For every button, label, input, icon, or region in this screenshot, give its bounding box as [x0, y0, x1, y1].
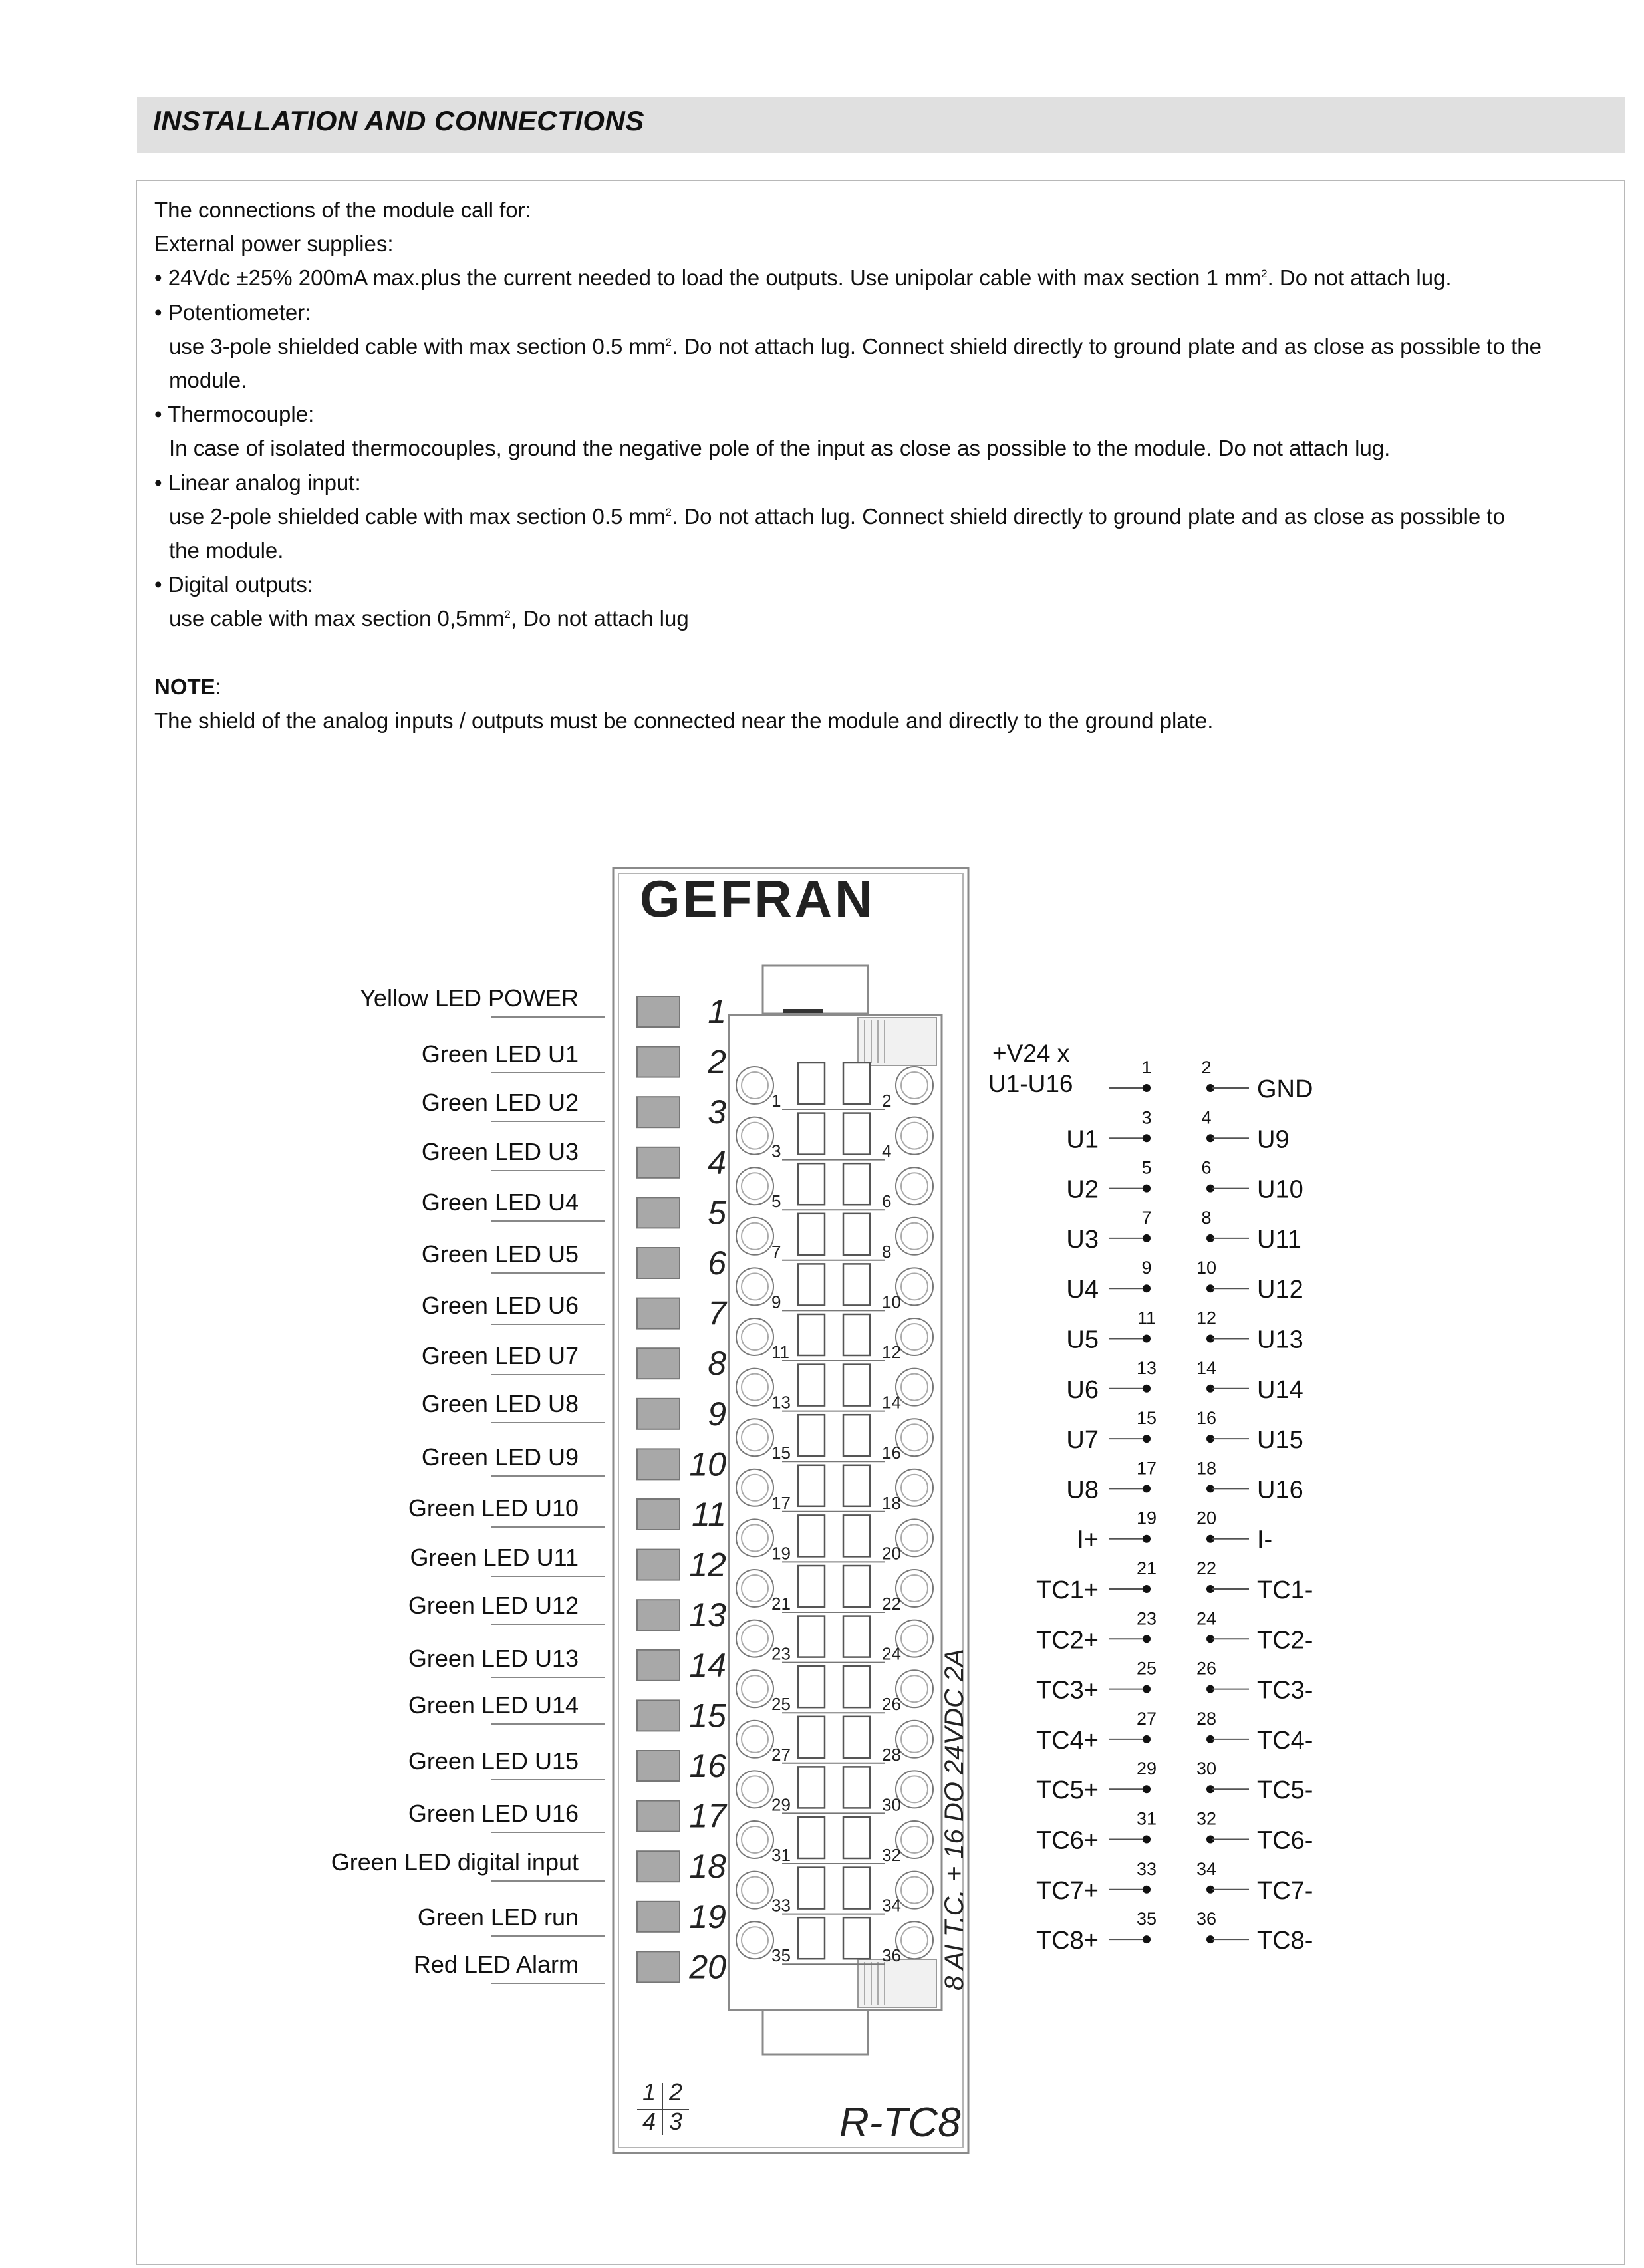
terminal-number: 5 — [771, 1191, 781, 1212]
pin-signal-left: TC3+ — [1036, 1676, 1099, 1705]
terminal-number: 9 — [771, 1292, 781, 1312]
led-label: Green LED U15 — [408, 1747, 579, 1774]
pin-signal-right: TC8- — [1257, 1927, 1313, 1955]
led-indicator — [637, 1348, 680, 1379]
key-grid-cell: 1 — [642, 2078, 656, 2106]
pin-number: 27 — [1136, 1708, 1157, 1729]
power-supply-line: • 24Vdc ±25% 200mA max.plus the current needed to load the outputs. Use unipolar cable with max section 1 $mm^2$. Do not attach lug. — [154, 265, 1452, 291]
pin-signal-right: U11 — [1257, 1225, 1302, 1254]
pin-number: 35 — [1136, 1909, 1157, 1929]
led-indicator — [637, 1801, 680, 1832]
pin-number: 31 — [1136, 1808, 1157, 1829]
pin-dot — [1143, 1485, 1151, 1492]
wire-clamp — [798, 1063, 825, 1104]
led-number: 13 — [689, 1596, 726, 1634]
intro-line: External power supplies: — [154, 231, 394, 257]
led-number: 11 — [692, 1496, 726, 1533]
terminal-number: 33 — [771, 1895, 791, 1915]
pin-signal-left: TC2+ — [1036, 1626, 1099, 1655]
key-grid-cell: 2 — [669, 2078, 683, 2106]
pin-number: 26 — [1196, 1658, 1217, 1679]
terminal-number: 24 — [882, 1643, 901, 1664]
wire-clamp — [843, 1717, 870, 1758]
wire-clamp — [843, 1264, 870, 1305]
pin-number: 28 — [1196, 1708, 1217, 1729]
pin-number: 17 — [1136, 1458, 1157, 1479]
pin-number: 8 — [1201, 1207, 1212, 1228]
pin-number: 24 — [1196, 1608, 1217, 1629]
led-indicator — [637, 1248, 680, 1278]
led-label: Green LED U10 — [408, 1494, 579, 1522]
pin-signal-left: TC4+ — [1036, 1726, 1099, 1755]
wire-clamp — [843, 1566, 870, 1607]
terminal-number: 8 — [882, 1241, 892, 1262]
led-number: 4 — [708, 1143, 726, 1181]
wire-clamp — [798, 1566, 825, 1607]
terminal-number: 20 — [882, 1543, 901, 1564]
pin-number: 14 — [1196, 1357, 1217, 1378]
connection-pinout — [1036, 1058, 1313, 1955]
led-indicator — [637, 1047, 680, 1077]
wire-clamp — [843, 1314, 870, 1355]
led-number: 14 — [689, 1646, 726, 1684]
pin-signal-left: TC8+ — [1036, 1927, 1099, 1955]
wire-clamp — [798, 1666, 825, 1707]
led-number: 17 — [689, 1797, 726, 1835]
note-heading: NOTE: — [154, 674, 221, 699]
wire-clamp — [843, 1063, 870, 1104]
terminal-number: 29 — [771, 1794, 791, 1815]
terminal-number: 27 — [771, 1744, 791, 1765]
terminal-number: 7 — [771, 1241, 781, 1262]
wire-clamp — [798, 1365, 825, 1406]
linear-input-text: the module. — [169, 538, 284, 563]
wire-clamp — [843, 1465, 870, 1506]
pin-dot — [1143, 1185, 1151, 1193]
potentiometer-heading: • Potentiometer: — [154, 299, 311, 325]
terminal-number: 18 — [882, 1492, 901, 1513]
terminal-number: 4 — [882, 1141, 892, 1161]
pin-number: 30 — [1196, 1759, 1217, 1779]
led-indicator — [637, 1851, 680, 1882]
wire-clamp — [843, 1917, 870, 1959]
pin-number: 13 — [1136, 1357, 1157, 1378]
pin-signal-left: U3 — [1066, 1225, 1099, 1254]
terminal-number: 16 — [882, 1443, 901, 1463]
led-label: Green LED U9 — [421, 1443, 579, 1471]
led-indicator — [637, 1197, 680, 1228]
terminal-number: 11 — [771, 1342, 789, 1362]
led-number: 19 — [689, 1898, 726, 1935]
led-indicator — [637, 1751, 680, 1781]
led-label: Red LED Alarm — [413, 1951, 579, 1978]
pin-signal-right: U16 — [1257, 1476, 1303, 1504]
pin-dot — [1143, 1836, 1151, 1844]
pin-number: 18 — [1196, 1458, 1217, 1479]
pin-number: 29 — [1136, 1759, 1157, 1779]
pin-number: 1 — [1141, 1058, 1152, 1077]
power-label: U1-U16 — [988, 1070, 1073, 1097]
led-indicator — [637, 1147, 680, 1178]
led-number: 3 — [708, 1093, 726, 1131]
pin-number: 19 — [1136, 1508, 1157, 1528]
led-number: 2 — [708, 1043, 726, 1081]
led-label: Green LED run — [417, 1904, 579, 1931]
terminal-number: 1 — [771, 1091, 781, 1111]
terminal-number: 2 — [882, 1091, 892, 1111]
wire-clamp — [798, 1314, 825, 1355]
terminal-number: 10 — [882, 1292, 901, 1312]
note-text: The shield of the analog inputs / outputs must be connected near the module and directly to the ground plate. — [154, 708, 1214, 733]
pin-dot — [1143, 1585, 1151, 1593]
wire-clamp — [843, 1515, 870, 1556]
pin-dot — [1143, 1234, 1151, 1242]
section-title: INSTALLATION AND CONNECTIONS — [153, 105, 644, 136]
wire-clamp — [843, 1113, 870, 1155]
potentiometer-text: use 3-pole shielded cable with max section 0.5 $mm^2$. Do not attach lug. Connect shield directly to ground plate and as close as possible to the — [169, 333, 1542, 358]
wire-clamp — [798, 1163, 825, 1205]
pin-number: 10 — [1196, 1258, 1217, 1278]
pin-number: 36 — [1196, 1909, 1217, 1929]
led-label: Green LED digital input — [331, 1848, 579, 1876]
terminal-number: 13 — [771, 1392, 791, 1413]
pin-number: 4 — [1201, 1107, 1212, 1128]
terminal-number: 21 — [771, 1594, 791, 1614]
pin-dot — [1143, 1785, 1151, 1793]
thermocouple-heading: • Thermocouple: — [154, 402, 315, 427]
led-label: Green LED U16 — [408, 1800, 579, 1827]
terminal-number: 30 — [882, 1794, 901, 1815]
pin-dot — [1143, 1134, 1151, 1142]
intro-line: The connections of the module call for: — [154, 198, 531, 222]
pin-dot — [1143, 1535, 1151, 1543]
thermocouple-text: In case of isolated thermocouples, ground the negative pole of the input as close as possible to the module. Do not attach lug. — [169, 436, 1391, 461]
wire-clamp — [798, 1113, 825, 1155]
led-number: 7 — [708, 1294, 726, 1332]
wire-clamp — [798, 1465, 825, 1506]
terminal-number: 36 — [882, 1945, 901, 1966]
led-label: Green LED U12 — [408, 1592, 579, 1619]
pin-signal-left: TC5+ — [1036, 1776, 1099, 1805]
pin-number: 34 — [1196, 1858, 1217, 1879]
pin-dot — [1143, 1284, 1151, 1292]
pin-dot — [1143, 1935, 1151, 1943]
led-label: Green LED U8 — [421, 1390, 579, 1417]
pin-signal-left: I+ — [1077, 1526, 1099, 1554]
led-label: Green LED U14 — [408, 1691, 579, 1719]
terminal-number: 6 — [882, 1191, 892, 1212]
led-indicator — [637, 1600, 680, 1630]
pin-signal-right: TC3- — [1257, 1676, 1313, 1705]
pin-number: 22 — [1196, 1558, 1217, 1578]
pin-dot — [1143, 1084, 1151, 1092]
wire-clamp — [843, 1666, 870, 1707]
wire-clamp — [798, 1917, 825, 1959]
terminal-number: 22 — [882, 1594, 901, 1614]
pin-signal-right: U12 — [1257, 1276, 1303, 1304]
pin-number: 15 — [1136, 1408, 1157, 1429]
pin-number: 2 — [1201, 1058, 1212, 1077]
digital-outputs-heading: • Digital outputs: — [154, 572, 314, 597]
led-number: 15 — [689, 1697, 726, 1735]
wire-clamp — [798, 1264, 825, 1305]
linear-input-heading: • Linear analog input: — [154, 470, 361, 495]
led-number: 12 — [689, 1546, 726, 1584]
pin-number: 21 — [1136, 1558, 1157, 1578]
pin-number: 25 — [1136, 1658, 1157, 1679]
led-number: 5 — [708, 1194, 726, 1232]
pin-signal-right: I- — [1257, 1526, 1273, 1554]
wire-clamp — [843, 1868, 870, 1909]
wire-clamp — [798, 1817, 825, 1858]
terminal-number: 17 — [771, 1492, 791, 1513]
pin-dot — [1143, 1385, 1151, 1393]
pin-signal-right: U13 — [1257, 1326, 1303, 1354]
pin-signal-left: U1 — [1066, 1125, 1099, 1154]
wire-clamp — [843, 1214, 870, 1255]
led-label: Green LED U2 — [421, 1089, 579, 1116]
led-number: 9 — [708, 1395, 726, 1433]
pin-number: 23 — [1136, 1608, 1157, 1629]
led-number: 20 — [689, 1948, 726, 1986]
led-indicator — [637, 1449, 680, 1479]
pin-signal-right: U15 — [1257, 1426, 1303, 1455]
wire-clamp — [798, 1515, 825, 1556]
terminal-number: 35 — [771, 1945, 791, 1966]
pin-number: 20 — [1196, 1508, 1217, 1528]
pin-signal-left: TC1+ — [1036, 1576, 1099, 1604]
led-number: 8 — [708, 1345, 726, 1383]
led-label: Green LED U3 — [421, 1138, 579, 1165]
pin-signal-right: TC4- — [1257, 1726, 1313, 1755]
pin-signal-left: TC6+ — [1036, 1826, 1099, 1855]
wire-clamp — [798, 1868, 825, 1909]
pin-signal-left: U8 — [1066, 1476, 1099, 1504]
led-number: 18 — [689, 1848, 726, 1886]
digital-outputs-text: use cable with max section $0,5mm^2$, Do not attach lug — [169, 606, 689, 631]
led-indicator — [637, 1499, 680, 1530]
wire-clamp — [798, 1767, 825, 1808]
wire-clamp — [798, 1214, 825, 1255]
pin-signal-right: U10 — [1257, 1175, 1303, 1204]
pin-number: 7 — [1141, 1207, 1152, 1228]
led-number: 10 — [689, 1445, 726, 1483]
wire-clamp — [798, 1717, 825, 1758]
wire-clamp — [798, 1616, 825, 1657]
led-indicator — [637, 1298, 680, 1329]
pin-number: 3 — [1141, 1107, 1152, 1128]
model-label: R-TC8 — [839, 2100, 961, 2146]
pin-number: 12 — [1196, 1308, 1217, 1328]
led-indicator — [637, 1951, 680, 1982]
pin-number: 33 — [1136, 1858, 1157, 1879]
led-indicator — [637, 1700, 680, 1731]
linear-input-text: use 2-pole shielded cable with max section 0.5 $mm^2$. Do not attach lug. Connect shield directly to ground plate and as close as possible to — [169, 503, 1505, 529]
terminal-number: 19 — [771, 1543, 791, 1564]
pin-number: 11 — [1137, 1308, 1157, 1328]
terminal-number: 14 — [882, 1392, 901, 1413]
led-indicator — [637, 996, 680, 1027]
terminal-number: 28 — [882, 1744, 901, 1765]
pin-dot — [1143, 1635, 1151, 1643]
pin-dot — [1143, 1335, 1151, 1343]
led-number: 6 — [708, 1244, 726, 1282]
pin-signal-right: TC7- — [1257, 1876, 1313, 1905]
pin-signal-right: TC5- — [1257, 1776, 1313, 1805]
pin-signal-left: U7 — [1066, 1426, 1099, 1455]
led-indicator — [637, 1650, 680, 1681]
pin-signal-right: U9 — [1257, 1125, 1290, 1154]
terminal-number: 23 — [771, 1643, 791, 1664]
led-indicator — [637, 1097, 680, 1127]
led-label: Green LED U1 — [421, 1040, 579, 1067]
led-label: Green LED U13 — [408, 1645, 579, 1672]
pin-signal-left: U6 — [1066, 1375, 1099, 1404]
terminal-number: 32 — [882, 1845, 901, 1865]
wire-clamp — [843, 1616, 870, 1657]
power-label: +V24 x — [992, 1040, 1070, 1067]
led-label: Green LED U7 — [421, 1342, 579, 1369]
led-label-list — [331, 984, 605, 1983]
led-indicator — [637, 1399, 680, 1429]
pin-number: 32 — [1196, 1808, 1217, 1829]
pin-dot — [1143, 1435, 1151, 1443]
wire-clamp — [843, 1817, 870, 1858]
pin-signal-right: GND — [1257, 1075, 1313, 1103]
potentiometer-text: module. — [169, 368, 247, 393]
wire-clamp — [843, 1415, 870, 1456]
pin-number: 9 — [1141, 1258, 1152, 1278]
led-label: Green LED U4 — [421, 1189, 579, 1216]
pin-signal-left: U2 — [1066, 1175, 1099, 1204]
terminal-number: 31 — [771, 1845, 791, 1865]
led-indicator — [637, 1550, 680, 1580]
led-number: 16 — [689, 1747, 726, 1784]
pin-signal-right: U14 — [1257, 1375, 1303, 1404]
pin-dot — [1143, 1685, 1151, 1693]
terminal-number: 25 — [771, 1694, 791, 1715]
pin-signal-left: TC7+ — [1036, 1876, 1099, 1905]
key-grid-cell: 4 — [642, 2108, 656, 2135]
wire-clamp — [843, 1365, 870, 1406]
terminal-number: 26 — [882, 1694, 901, 1715]
led-label: Green LED U5 — [421, 1240, 579, 1268]
pin-signal-right: TC1- — [1257, 1576, 1313, 1604]
led-label: Green LED U6 — [421, 1292, 579, 1319]
led-number: 1 — [708, 993, 726, 1030]
pin-signal-left: U4 — [1066, 1276, 1099, 1304]
wire-clamp — [798, 1415, 825, 1456]
wire-clamp — [843, 1163, 870, 1205]
wire-clamp — [843, 1767, 870, 1808]
terminal-number: 3 — [771, 1141, 781, 1161]
terminal-number: 34 — [882, 1895, 901, 1915]
pin-number: 5 — [1141, 1157, 1152, 1178]
led-label: Yellow LED POWER — [360, 984, 579, 1012]
pin-signal-left: U5 — [1066, 1326, 1099, 1354]
key-grid-cell: 3 — [669, 2108, 683, 2135]
brand-logo: GEFRAN — [640, 869, 875, 928]
module-spec-label: 8 AI T.C. + 16 DO 24VDC 2A — [940, 1649, 969, 1991]
led-indicator — [637, 1902, 680, 1932]
pin-signal-right: TC6- — [1257, 1826, 1313, 1855]
pin-number: 6 — [1201, 1157, 1212, 1178]
pin-dot — [1143, 1735, 1151, 1743]
led-label: Green LED U11 — [410, 1544, 579, 1571]
pin-dot — [1143, 1886, 1151, 1894]
terminal-number: 12 — [882, 1342, 901, 1362]
pin-number: 16 — [1196, 1408, 1217, 1429]
terminal-number: 15 — [771, 1443, 791, 1463]
pin-signal-right: TC2- — [1257, 1626, 1313, 1655]
